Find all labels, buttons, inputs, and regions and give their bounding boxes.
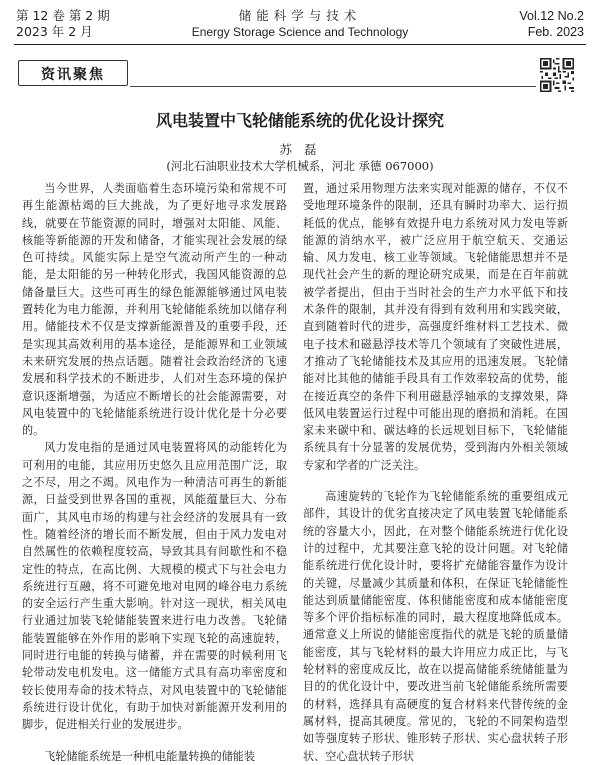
paragraph: 置，通过采用物理方法来实现对能源的储存，不仅不受地理环境条件的限制，还具有瞬时功率大、运行损耗低的优点，能够有效提升电力系统对风力发电等新能源的消纳水平，被广泛应用于航空航天、交通运输、风力发电、核工业等领域。飞轮储能思想并不是现代社会产生的新的理论研究成果，而是在百年前就被学者提出，但由于当时社会的生产力水平低下和技术条件的限制，其并没有得到有效利用和实践突破，直到随着时代的进步，高强度纤维材料工艺技术、微电子技术和磁悬浮技术等几个领域有了突破性进展，才推动了飞轮储能技术及其应用的迅速发展。飞轮储能对比其他的储能手段具有工作效率较高的优势，能在接近真空的条件下利用磁悬浮轴承的支撑效果，降低风电装置运行过程中可能出现的磨损和消耗。在国家未来碳中和、碳达峰的长远规划目标下，飞轮储能系统具有十分显著的发展优势，受到海内外相关领域专家和学者的广泛关注。 [303,182,568,472]
issue-info [16,8,110,40]
author-affiliation: (河北石油职业技术大学机械系，河北 承德 067000) [166,159,434,173]
body-left-column [22,180,287,765]
journal-header [0,0,600,44]
section-tag-label: 资讯聚焦 [41,67,105,83]
issue-info-en [519,8,584,40]
paragraph: 飞轮储能系统是一种机电能量转换的储能装 [44,749,255,763]
paragraph: 高速旋转的飞轮作为飞轮储能系统的重要组成元部件，其设计的优劣直接决定了风电装置飞轮储能系统的容量大小，因此，在对整个储能系统进行优化设计的过程中，尤其要注意飞轮的设计问题。对飞轮储能系统进行优化设计时，要将扩充储能容量作为设计的关键，尽量减少其质量和体积，在保证飞轮储能性能达到质量储能密度、体积储能密度和成本储能密度等多个评价指标标准的同时，最大程度地降低成本。通常意义上所说的储能密度指代的就是飞轮的质量储能密度，其与飞轮材料的最大许用应力成正比，与飞轮材料的密度成反比，故在以提高储能系统储能量为目的的优化设计中，要改进当前飞轮储能系统所需要的材料，选择具有高硬度的复合材料来代替传统的金属材料，提高其硬度。常见的，飞轮的不同架构造型如等强度转子形状、锥形转子形状、实心盘状转子形状、空心盘状转子形状 [303,490,568,763]
journal-name [180,8,420,40]
article-title: 风电装置中飞轮储能系统的优化设计探究 [155,111,444,130]
qr-code-icon [540,58,574,92]
volume-issue-en: Vol.12 No.2 [519,9,584,23]
date-en: Feb. 2023 [527,25,584,39]
date-cn: 2023 年 2 月 [16,24,93,39]
section-divider [130,86,536,87]
body-right-column [303,180,568,765]
section-tag [18,60,128,86]
header-rule [14,44,586,45]
volume-issue-cn: 第 12 卷 第 2 期 [16,8,110,23]
article-author: 苏 磊 [279,142,321,157]
journal-name-en: Energy Storage Science and Technology [191,25,409,39]
journal-name-cn: 储能科学与技术 [238,8,362,23]
paragraph: 当今世界，人类面临着生态环境污染和常规不可再生能源枯竭的巨大挑战，为了更好地寻求发展路线，就要在节能资源的同时，增强对太阳能、风能、核能等新能源的开发和储备，才能实现社会发展的绿色可持续。风能实际上是空气流动所产生的一种动能，是太阳能的另一种转化形式，我国风能资源的总储备量巨大。这些可再生的绿色能源能够通过风电装置转化为电力能源，并利用飞轮储能系统加以储存利用。储能技术不仅是支撑新能源普及的重要手段，还是实现其高效利用的基本途径，是能源界和工业领域未来研究发展的热点话题。随着社会政治经济的飞速发展和科学技术的不断进步，人们对生态环境的保护意识逐渐增强，为适应不断增长的社会能源需要，对风电装置中的飞轮储能系统进行设计优化是十分必要的。 [22,182,287,438]
paragraph: 风力发电指的是通过风电装置将风的动能转化为可利用的电能，其应用历史悠久且应用范围广泛，取之不尽，用之不竭。风电作为一种清洁可再生的新能源，日益受到世界各国的重视，风能蕴量巨大、分布面广，其风电市场的构建与社会经济的发展具有一致性。随着经济的增长而不断发展，但由于风力发电对自然属性的依赖程度较高，导致其具有间歇性和不稳定性的特点，在高比例、大规模的模式下与社会电力系统进行互融，将不可避免地对电网的峰谷电力系统的安全运行产生重大影响。针对这一现状，相关风电行业通过加装飞轮储能装置来进行电力改善。飞轮储能装置能够在外作用的影响下实现飞轮的高速旋转，同时进行电能的转换与储蓄，并在需要的时候利用飞轮带动发电机发电。这一储能方式具有高功率密度和较长使用寿命的技术特点，对风电装置中的飞轮储能系统进行设计优化，有助于加快对新能源开发利用的脚步，促进相关行业的发展进步。 [22,441,287,732]
